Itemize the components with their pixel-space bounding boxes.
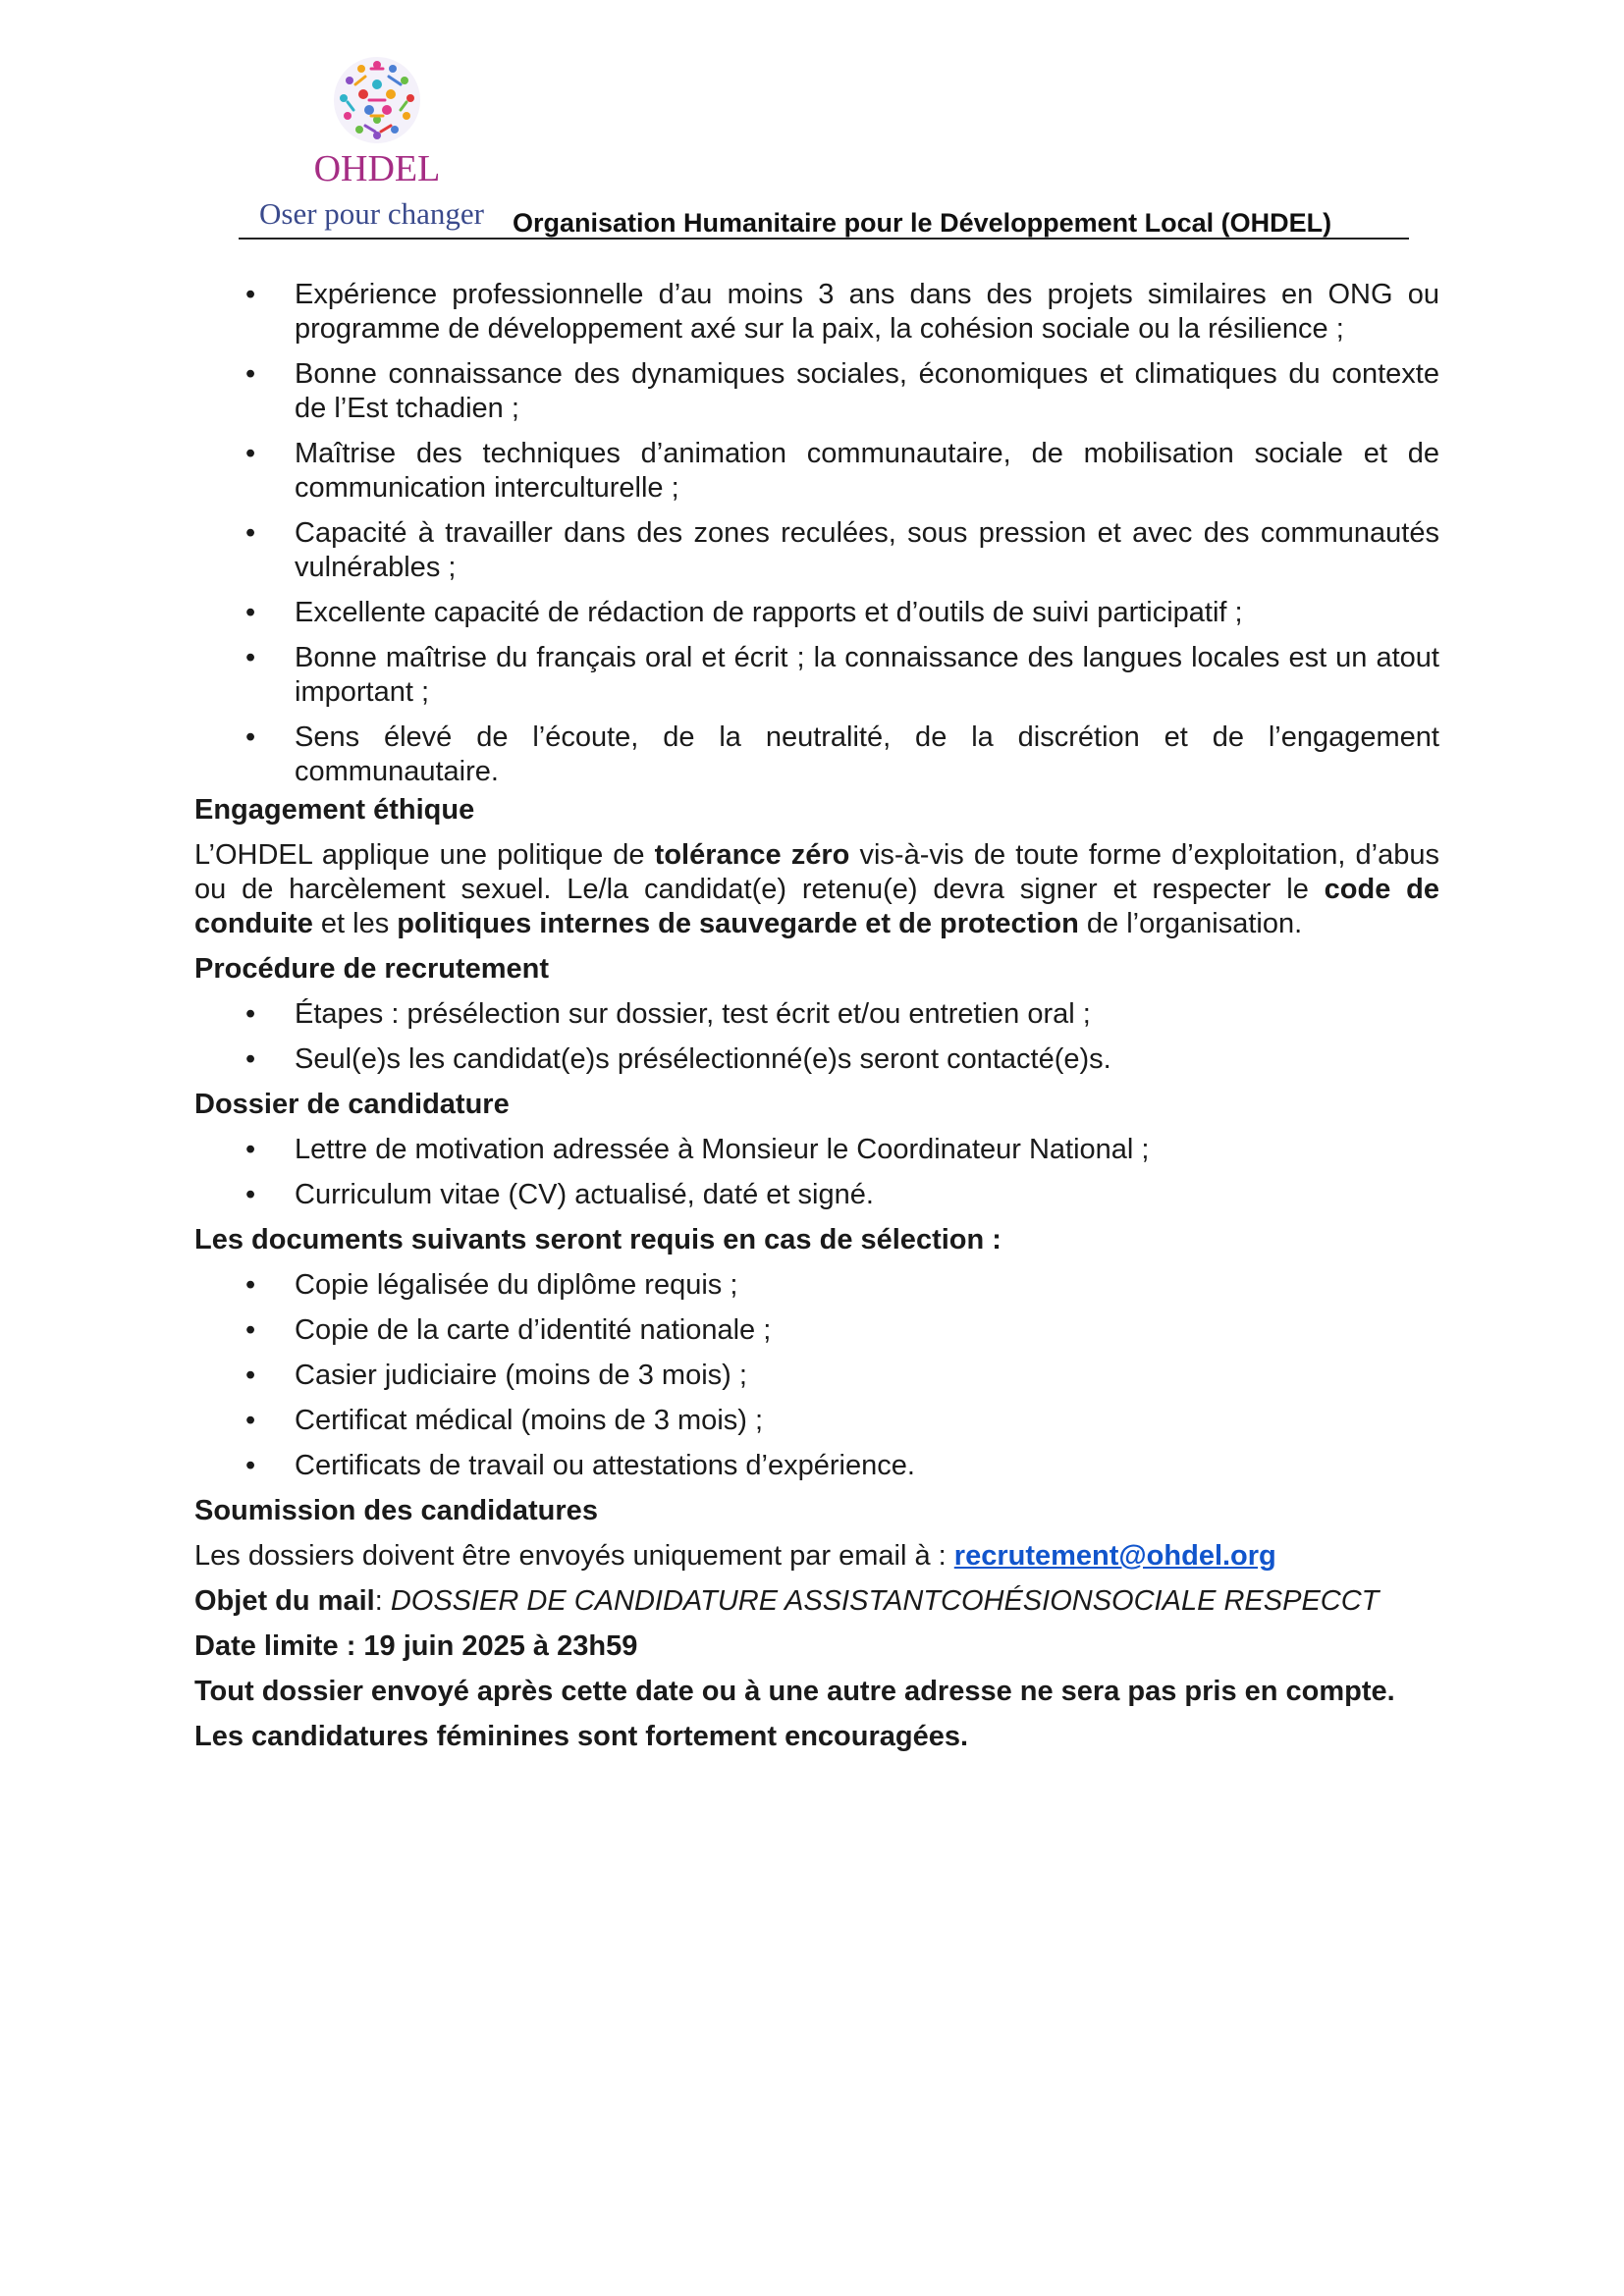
globe-people-logo-icon — [332, 55, 422, 145]
list-item: • Casier judiciaire (moins de 3 mois) ; — [245, 1360, 747, 1391]
list-item: • Certificat médical (moins de 3 mois) ; — [245, 1405, 764, 1436]
logo-name: OHDEL — [313, 148, 441, 189]
bullet-icon: • — [245, 721, 256, 753]
bullet-icon: • — [245, 438, 256, 469]
subject-label: Objet du mail — [194, 1585, 375, 1617]
list-item: • Capacité à travailler dans des zones reculées, sous pression et avec des communautés vulnérables ; — [245, 517, 1439, 583]
bullet-icon: • — [245, 1179, 256, 1210]
application-heading: Dossier de candidature — [194, 1089, 510, 1120]
bullet-icon: • — [245, 1269, 256, 1301]
ethics-paragraph: L’OHDEL applique une politique de tolérance zéro vis-à-vis de toute forme d’exploitation, d’abus ou de harcèlement sexuel. Le/la candidat(e) retenu(e) devra signer et respecter le code de conduite et les politiques internes de sauvegarde et de protection de l’organisation. — [194, 839, 1440, 939]
list-item: • Seul(e)s les candidat(e)s présélectionné(e)s seront contacté(e)s. — [245, 1043, 1111, 1075]
list-item: • Maîtrise des techniques d’animation communautaire, de mobilisation sociale et de communication interculturelle ; — [245, 438, 1439, 504]
bullet-icon: • — [245, 358, 256, 390]
procedure-heading: Procédure de recrutement — [194, 953, 550, 985]
bullet-icon: • — [245, 998, 256, 1030]
submission-text: Les dossiers doivent être envoyés uniquement par email à : recrutement@ohdel.org — [194, 1540, 1276, 1572]
logo-tagline: Oser pour changer — [259, 196, 484, 231]
list-item: • Bonne maîtrise du français oral et écrit ; la connaissance des langues locales est un atout important ; — [245, 642, 1439, 708]
deadline: Date limite : 19 juin 2025 à 23h59 — [194, 1630, 638, 1662]
list-item: • Copie de la carte d’identité nationale ; — [245, 1314, 772, 1346]
page-header — [0, 0, 1624, 245]
ohdel-logo — [253, 51, 499, 238]
list-item: • Copie légalisée du diplôme requis ; — [245, 1269, 738, 1301]
bullet-icon: • — [245, 597, 256, 628]
list-item: • Curriculum vitae (CV) actualisé, daté et signé. — [245, 1179, 874, 1210]
list-item: • Lettre de motivation adressée à Monsieur le Coordinateur National ; — [245, 1134, 1150, 1165]
submission-heading: Soumission des candidatures — [194, 1495, 598, 1526]
list-item: • Étapes : présélection sur dossier, test écrit et/ou entretien oral ; — [245, 998, 1091, 1030]
encouragement-note: Les candidatures féminines sont fortement encouragées. — [194, 1721, 969, 1752]
organization-name: Organisation Humanitaire pour le Développement Local (OHDEL) — [513, 208, 1332, 238]
bullet-icon: • — [245, 279, 256, 310]
ethics-heading: Engagement éthique — [194, 794, 475, 826]
subject-value: DOSSIER DE CANDIDATURE ASSISTANTCOHÉSIONSOCIALE RESPECCT — [390, 1585, 1380, 1617]
bullet-icon: • — [245, 1314, 256, 1346]
documents-heading: Les documents suivants seront requis en cas de sélection : — [194, 1224, 1001, 1255]
bullet-icon: • — [245, 642, 256, 673]
email-link[interactable]: recrutement@ohdel.org — [953, 1540, 1276, 1572]
bullet-icon: • — [245, 1405, 256, 1436]
bullet-icon: • — [245, 1360, 256, 1391]
list-item: • Sens élevé de l’écoute, de la neutralité, de la discrétion et de l’engagement communautaire. — [245, 721, 1439, 787]
list-item: • Certificats de travail ou attestations d’expérience. — [245, 1450, 915, 1481]
bullet-icon: • — [245, 517, 256, 549]
document-body — [194, 278, 1439, 1765]
procedure-list — [194, 997, 1439, 1077]
list-item: • Bonne connaissance des dynamiques sociales, économiques et climatiques du contexte de l’Est tchadien ; — [245, 358, 1439, 424]
header-divider — [239, 238, 1409, 240]
list-item: • Expérience professionnelle d’au moins 3 ans dans des projets similaires en ONG ou programme de développement axé sur la paix, la cohésion sociale ou la résilience ; — [245, 279, 1439, 345]
list-item: • Excellente capacité de rédaction de rapports et d’outils de suivi participatif ; — [245, 597, 1243, 628]
profile-requirements-list — [194, 278, 1439, 789]
mail-subject-line: Objet du mail: DOSSIER DE CANDIDATURE ASSISTANTCOHÉSIONSOCIALE RESPECCT — [194, 1585, 1380, 1617]
bullet-icon: • — [245, 1450, 256, 1481]
bullet-icon: • — [245, 1043, 256, 1075]
application-list — [194, 1133, 1439, 1212]
documents-list — [194, 1268, 1439, 1483]
late-notice: Tout dossier envoyé après cette date ou à une autre adresse ne sera pas pris en compte. — [194, 1676, 1395, 1707]
bullet-icon: • — [245, 1134, 256, 1165]
